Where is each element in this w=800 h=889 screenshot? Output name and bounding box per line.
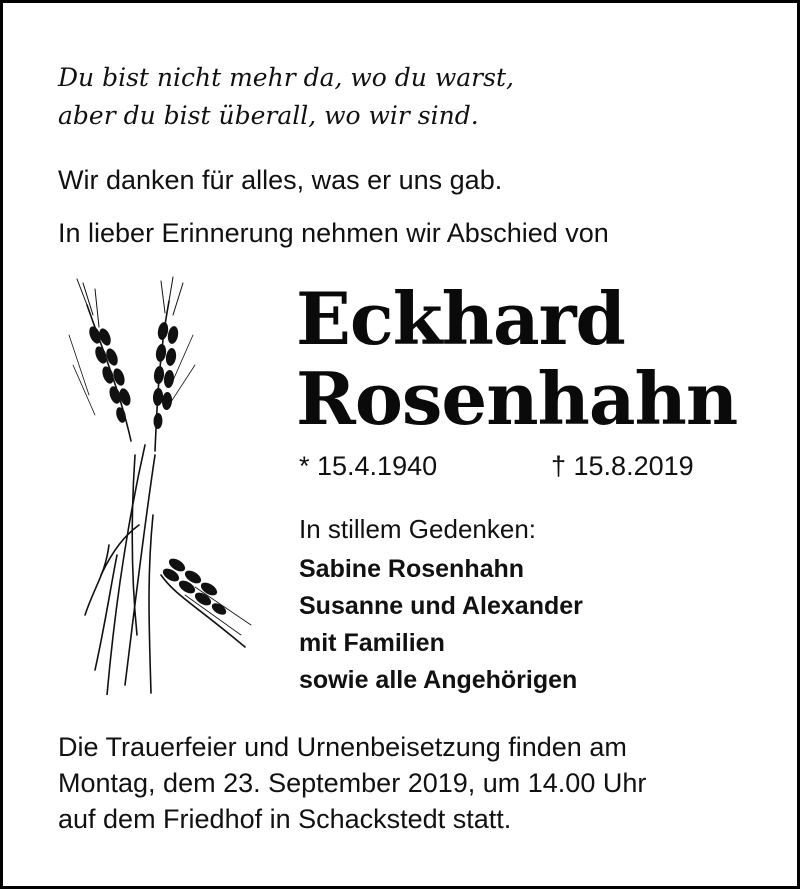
deceased-name	[296, 276, 738, 441]
wheat-ears-icon	[65, 275, 255, 695]
memorial-quote	[58, 59, 514, 135]
mourners-label: In stillem Gedenken:	[299, 514, 537, 544]
deceased-first-name: Eckhard	[296, 276, 625, 361]
mourners-list	[299, 551, 583, 699]
service-line-2: Montag, dem 23. September 2019, um 14.00 Uhr	[58, 768, 647, 798]
quote-line-1: Du bist nicht mehr da, wo du warst,	[58, 63, 514, 92]
death-date: † 15.8.2019	[551, 451, 694, 481]
mourner-name: Susanne und Alexander	[299, 592, 583, 620]
deceased-last-name: Rosenhahn	[296, 356, 738, 441]
mourner-name: sowie alle Angehörigen	[299, 666, 578, 694]
service-line-3: auf dem Friedhof in Schackstedt statt.	[58, 804, 512, 834]
service-line-1: Die Trauerfeier und Urnenbeisetzung finden am	[58, 732, 627, 762]
mourner-name: mit Familien	[299, 629, 445, 657]
remembrance-text: In lieber Erinnerung nehmen wir Abschied von	[58, 218, 609, 248]
birth-date: * 15.4.1940	[299, 451, 438, 481]
thanks-text: Wir danken für alles, was er uns gab.	[58, 165, 503, 195]
service-announcement	[58, 729, 646, 837]
quote-line-2: aber du bist überall, wo wir sind.	[58, 101, 479, 130]
mourner-name: Sabine Rosenhahn	[299, 555, 525, 583]
